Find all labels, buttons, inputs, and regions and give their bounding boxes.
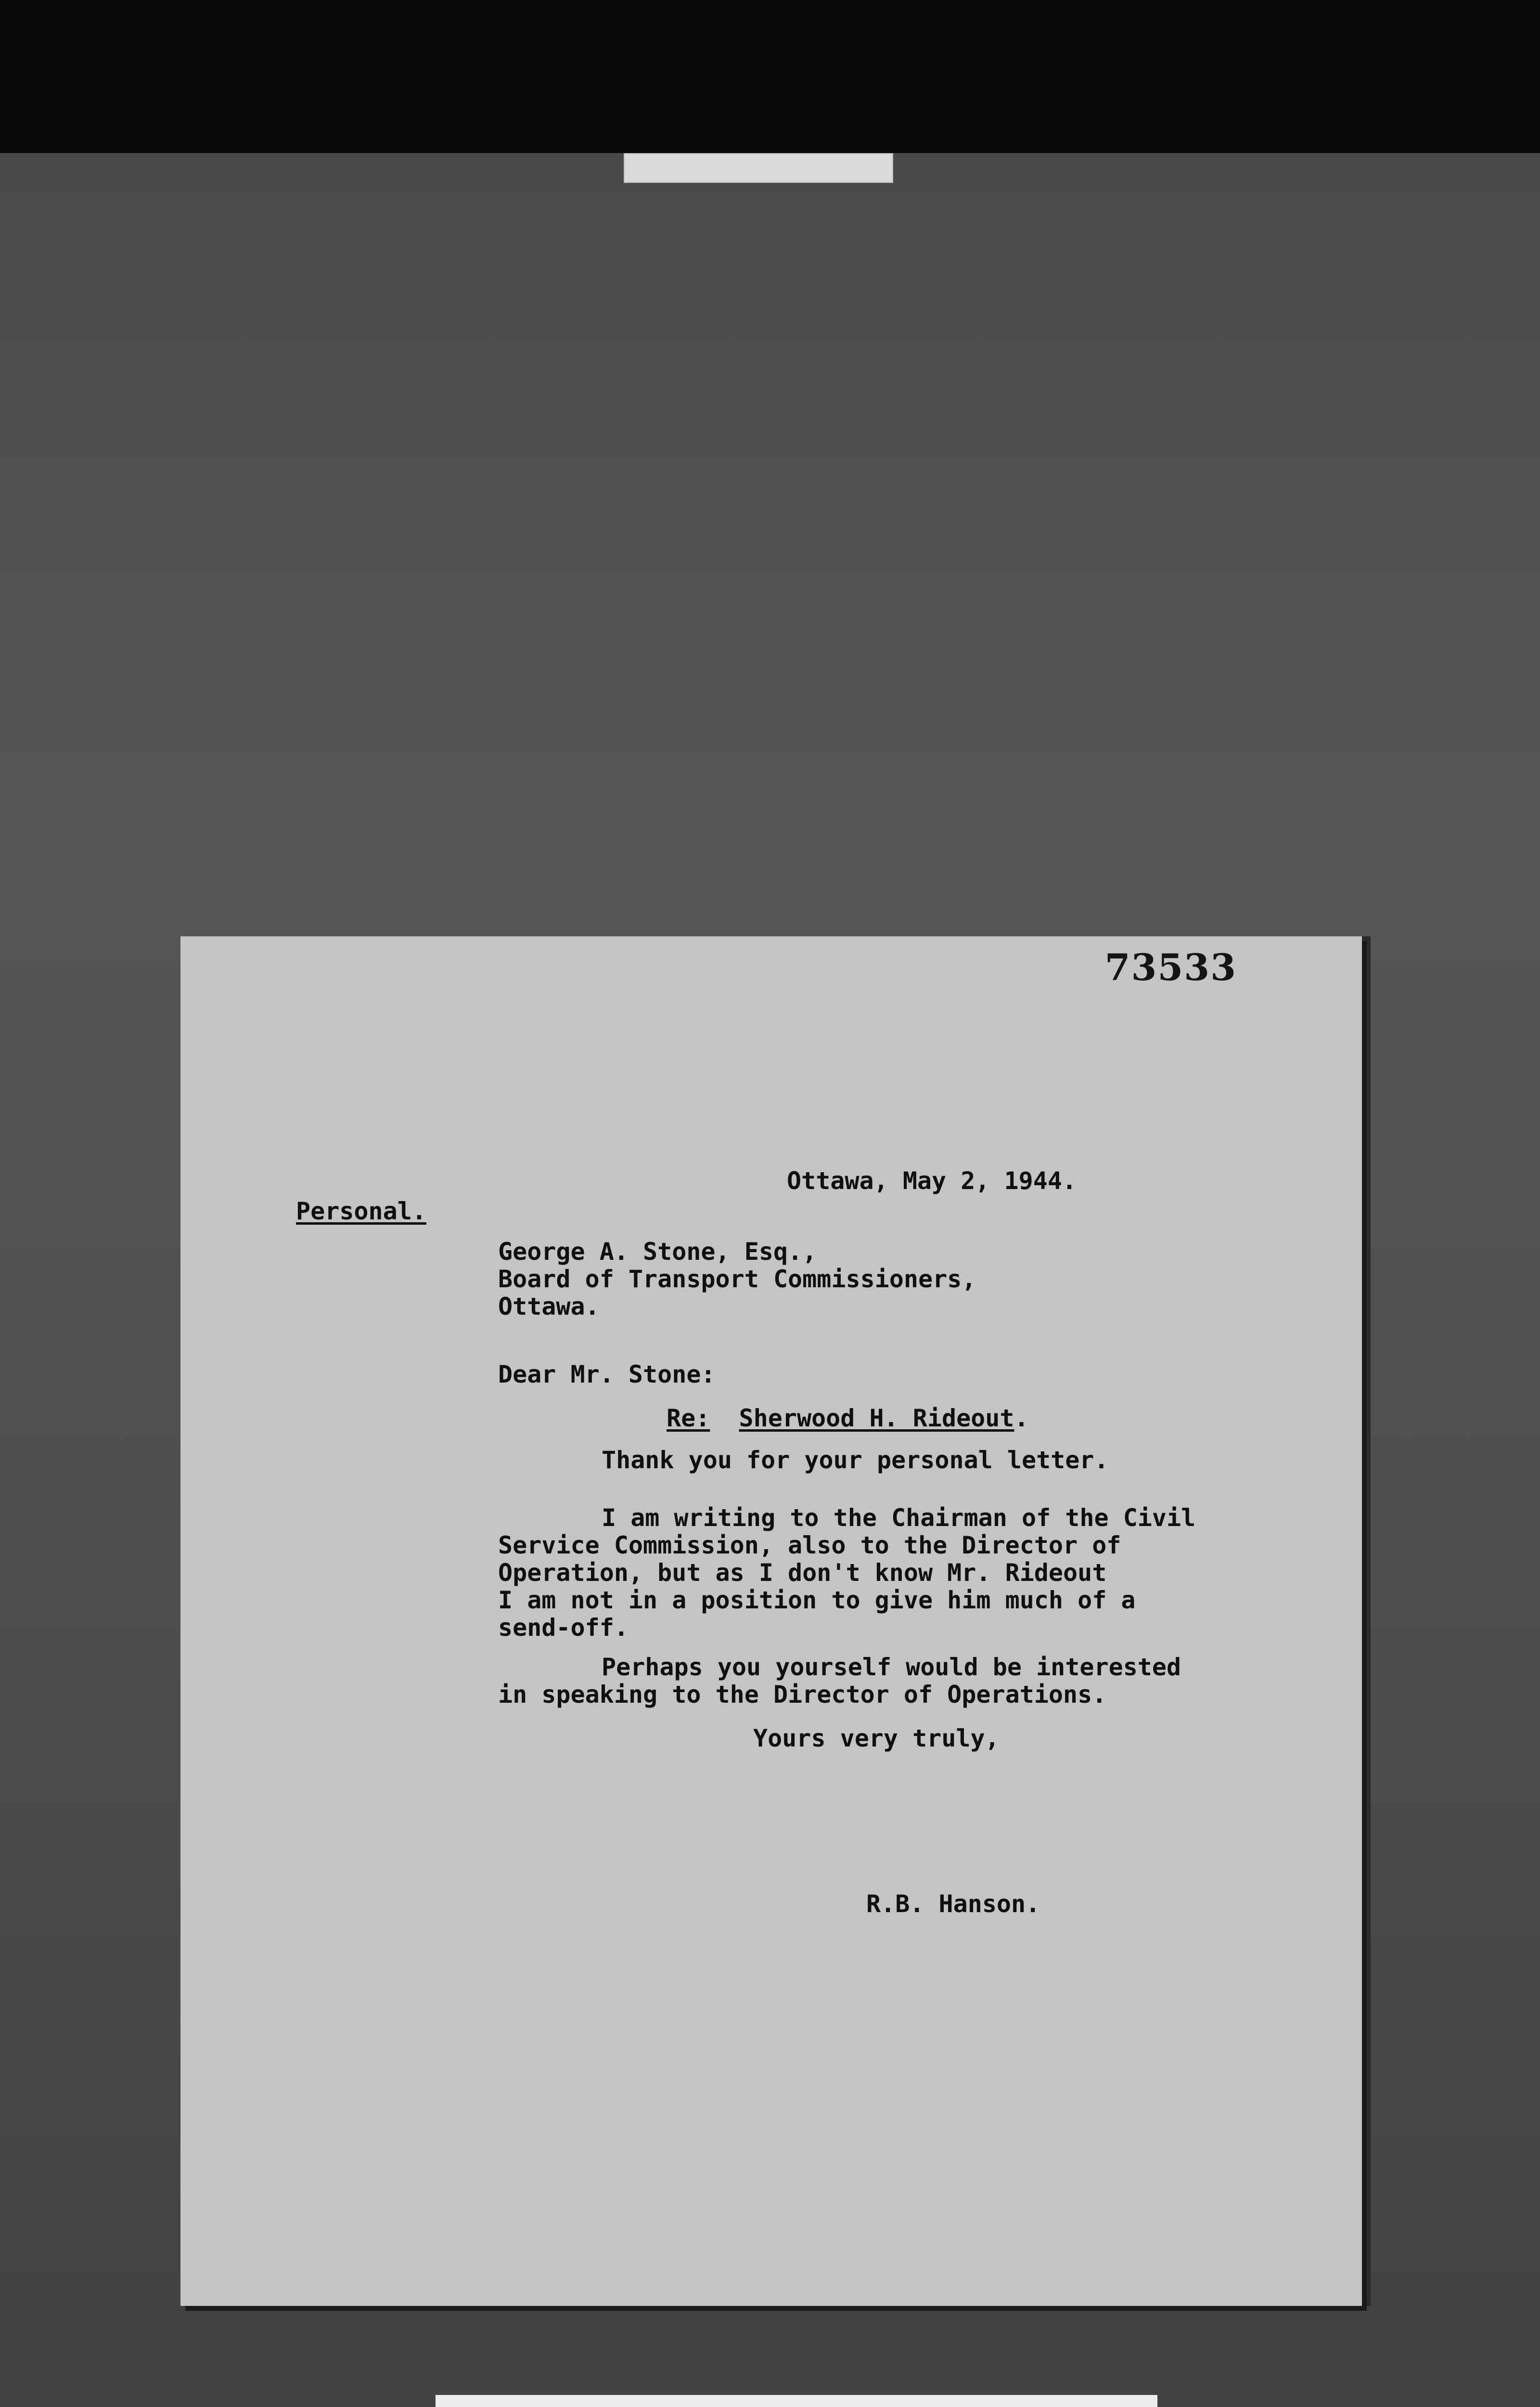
clip-tab [624, 153, 893, 183]
document-number: 73533 [1104, 946, 1237, 989]
letter-date: Ottawa, May 2, 1944. [787, 1167, 1077, 1195]
paragraph-3-line: in speaking to the Director of Operations. [498, 1681, 1107, 1708]
letter-page [180, 936, 1362, 2306]
paragraph-2-line: send-off. [498, 1614, 629, 1642]
recipient-organization: Board of Transport Commissioners, [498, 1265, 976, 1293]
paragraph-3-line: Perhaps you yourself would be interested [602, 1653, 1181, 1681]
subject-line [667, 1405, 1029, 1432]
recipient-name: George A. Stone, Esq., [498, 1238, 817, 1266]
recipient-city: Ottawa. [498, 1293, 600, 1320]
signature: R.B. Hanson. [866, 1890, 1040, 1918]
paragraph-2-line: I am writing to the Chairman of the Civil [602, 1504, 1196, 1532]
paragraph-2-line: Operation, but as I don't know Mr. Rideout [498, 1559, 1107, 1587]
paragraph-2-line: Service Commission, also to the Director of [498, 1531, 1121, 1559]
salutation: Dear Mr. Stone: [498, 1360, 716, 1388]
closing: Yours very truly, [753, 1724, 1000, 1752]
film-border-top [0, 0, 1540, 154]
paragraph-2-line: I am not in a position to give him much of a [498, 1586, 1136, 1614]
subject-prefix: Re: [667, 1404, 710, 1432]
volume-label [436, 2395, 1157, 2407]
subject-name: Sherwood H. Rideout [739, 1404, 1014, 1432]
paragraph-1: Thank you for your personal letter. [602, 1446, 1109, 1474]
letter-classification: Personal. [296, 1197, 426, 1225]
subject-end: . [1014, 1404, 1029, 1432]
